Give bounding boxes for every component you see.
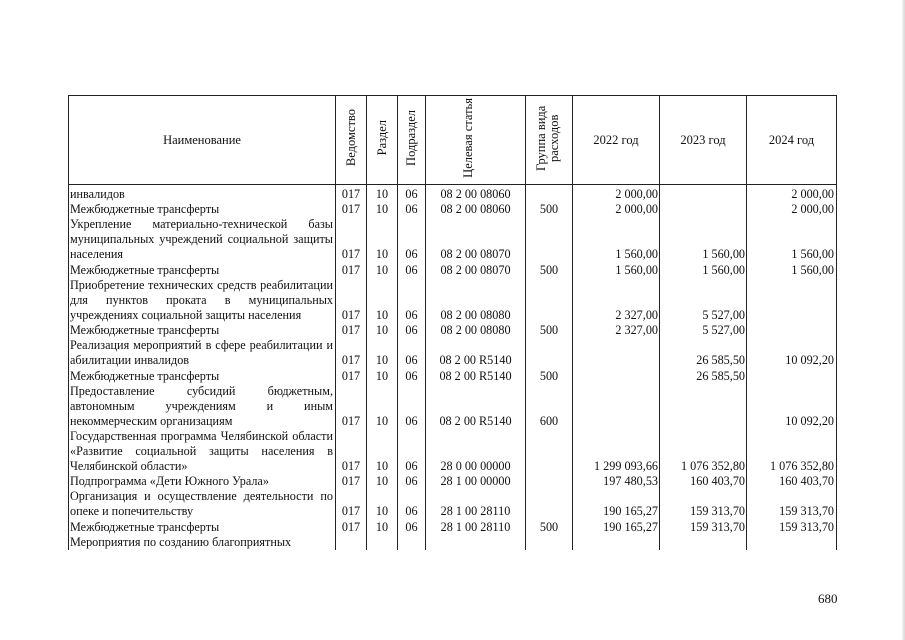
row-target: 08 2 00 08070: [426, 262, 526, 278]
row-subsection: [398, 535, 426, 551]
row-target: 08 2 00 R5140: [426, 368, 526, 384]
row-section: 10: [367, 368, 398, 384]
row-name: Предоставление субсидий бюджетным, автономным учреждениям и иным некоммерческим организациям: [69, 384, 336, 429]
table-row: [69, 323, 837, 339]
row-2024: 10 092,20: [747, 338, 837, 368]
row-expense-group: 500: [526, 323, 573, 339]
row-2022: 190 165,27: [573, 519, 660, 535]
row-2023: 5 527,00: [660, 278, 747, 323]
row-2023: [660, 535, 747, 551]
row-expense-group: [526, 535, 573, 551]
header-2022: 2022 год: [573, 96, 660, 185]
row-2023: 26 585,50: [660, 338, 747, 368]
row-subsection: 06: [398, 384, 426, 429]
row-2022: [573, 338, 660, 368]
row-2024: 159 313,70: [747, 489, 837, 519]
row-section: [367, 535, 398, 551]
row-2023: 1 076 352,80: [660, 429, 747, 474]
row-target: 08 2 00 08060: [426, 202, 526, 218]
header-subsection-label: Подраздел: [404, 110, 418, 166]
table-row: [69, 535, 837, 551]
row-2023: [660, 185, 747, 202]
row-dept: 017: [336, 489, 367, 519]
row-target: [426, 535, 526, 551]
row-name: Межбюджетные трансферты: [69, 202, 336, 218]
budget-table: [68, 95, 837, 550]
header-section: [367, 96, 398, 185]
row-2022: 2 327,00: [573, 323, 660, 339]
row-target: 28 1 00 00000: [426, 474, 526, 490]
row-name: Подпрограмма «Дети Южного Урала»: [69, 474, 336, 490]
row-2023: 1 560,00: [660, 217, 747, 262]
row-subsection: 06: [398, 519, 426, 535]
row-expense-group: [526, 429, 573, 474]
row-section: 10: [367, 323, 398, 339]
header-subsection: [398, 96, 426, 185]
row-dept: 017: [336, 384, 367, 429]
table-row: [69, 338, 837, 368]
row-dept: 017: [336, 519, 367, 535]
row-dept: 017: [336, 217, 367, 262]
row-section: 10: [367, 384, 398, 429]
header-dept: [336, 96, 367, 185]
row-2023: 1 560,00: [660, 262, 747, 278]
row-2024: 1 076 352,80: [747, 429, 837, 474]
header-section-label: Раздел: [374, 120, 389, 156]
row-section: 10: [367, 262, 398, 278]
row-subsection: 06: [398, 489, 426, 519]
row-name: Реализация мероприятий в сфере реабилитации и абилитации инвалидов: [69, 338, 336, 368]
table-row: [69, 474, 837, 490]
row-expense-group: 500: [526, 368, 573, 384]
row-name: Приобретение технических средств реабилитации для пунктов проката в муниципальных учреждениях социальной защиты населения: [69, 278, 336, 323]
row-2023: 159 313,70: [660, 519, 747, 535]
row-2024: 10 092,20: [747, 384, 837, 429]
row-subsection: 06: [398, 185, 426, 202]
header-2023: 2023 год: [660, 96, 747, 185]
row-name: Межбюджетные трансферты: [69, 262, 336, 278]
row-target: 28 1 00 28110: [426, 489, 526, 519]
row-target: 08 2 00 08060: [426, 185, 526, 202]
header-name: Наименование: [69, 96, 336, 185]
table-row: [69, 489, 837, 519]
table-row: [69, 262, 837, 278]
row-expense-group: 500: [526, 202, 573, 218]
table-header-row: [69, 96, 837, 185]
row-dept: 017: [336, 278, 367, 323]
row-2024: 1 560,00: [747, 262, 837, 278]
row-2024: 159 313,70: [747, 519, 837, 535]
row-section: 10: [367, 429, 398, 474]
row-2022: 2 327,00: [573, 278, 660, 323]
row-subsection: 06: [398, 262, 426, 278]
row-name: Мероприятия по созданию благоприятных: [69, 535, 336, 551]
row-section: 10: [367, 202, 398, 218]
table-row: [69, 368, 837, 384]
row-2022: 1 560,00: [573, 262, 660, 278]
row-section: 10: [367, 278, 398, 323]
row-subsection: 06: [398, 368, 426, 384]
header-expense-group: [526, 96, 573, 185]
header-target-label: Целевая статья: [460, 98, 475, 178]
row-expense-group: [526, 185, 573, 202]
row-expense-group: [526, 338, 573, 368]
table-row: [69, 384, 837, 429]
row-subsection: 06: [398, 323, 426, 339]
row-subsection: 06: [398, 429, 426, 474]
row-dept: 017: [336, 429, 367, 474]
row-2024: 160 403,70: [747, 474, 837, 490]
row-dept: [336, 535, 367, 551]
row-name: Государственная программа Челябинской области «Развитие социальной защиты населения в Челябинской области»: [69, 429, 336, 474]
row-2024: [747, 278, 837, 323]
table-row: [69, 429, 837, 474]
row-target: 08 2 00 08080: [426, 323, 526, 339]
row-target: 08 2 00 08070: [426, 217, 526, 262]
row-2022: 190 165,27: [573, 489, 660, 519]
row-name: Межбюджетные трансферты: [69, 368, 336, 384]
row-2022: 1 560,00: [573, 217, 660, 262]
row-section: 10: [367, 217, 398, 262]
row-2022: 2 000,00: [573, 185, 660, 202]
row-expense-group: 600: [526, 384, 573, 429]
row-expense-group: [526, 474, 573, 490]
header-target: [426, 96, 526, 185]
row-2023: 159 313,70: [660, 489, 747, 519]
row-expense-group: 500: [526, 262, 573, 278]
row-name: инвалидов: [69, 185, 336, 202]
row-dept: 017: [336, 474, 367, 490]
row-2023: 160 403,70: [660, 474, 747, 490]
row-subsection: 06: [398, 474, 426, 490]
row-name: Укрепление материально-технической базы муниципальных учреждений социальной защиты населения: [69, 217, 336, 262]
row-section: 10: [367, 338, 398, 368]
row-2024: 1 560,00: [747, 217, 837, 262]
row-section: 10: [367, 474, 398, 490]
header-expense-group-label: Группа вида расходов: [534, 105, 561, 171]
table-row: [69, 202, 837, 218]
table-row: [69, 217, 837, 262]
row-2024: 2 000,00: [747, 185, 837, 202]
row-2024: 2 000,00: [747, 202, 837, 218]
row-target: 08 2 00 R5140: [426, 338, 526, 368]
row-target: 28 1 00 28110: [426, 519, 526, 535]
row-2022: [573, 535, 660, 551]
row-name: Межбюджетные трансферты: [69, 323, 336, 339]
header-dept-label: Ведомство: [343, 109, 358, 167]
table-row: [69, 185, 837, 202]
row-target: 28 0 00 00000: [426, 429, 526, 474]
row-expense-group: [526, 217, 573, 262]
row-expense-group: [526, 489, 573, 519]
row-dept: 017: [336, 202, 367, 218]
row-2024: [747, 323, 837, 339]
row-2022: 2 000,00: [573, 202, 660, 218]
row-2022: 197 480,53: [573, 474, 660, 490]
row-section: 10: [367, 489, 398, 519]
row-dept: 017: [336, 185, 367, 202]
row-2022: 1 299 093,66: [573, 429, 660, 474]
row-target: 08 2 00 R5140: [426, 384, 526, 429]
row-subsection: 06: [398, 217, 426, 262]
row-section: 10: [367, 185, 398, 202]
row-target: 08 2 00 08080: [426, 278, 526, 323]
row-dept: 017: [336, 262, 367, 278]
row-2024: [747, 535, 837, 551]
row-dept: 017: [336, 368, 367, 384]
row-subsection: 06: [398, 338, 426, 368]
row-section: 10: [367, 519, 398, 535]
header-2024: 2024 год: [747, 96, 837, 185]
row-subsection: 06: [398, 202, 426, 218]
row-2023: [660, 202, 747, 218]
row-subsection: 06: [398, 278, 426, 323]
row-2024: [747, 368, 837, 384]
row-expense-group: 500: [526, 519, 573, 535]
row-2022: [573, 368, 660, 384]
table-row: [69, 278, 837, 323]
row-expense-group: [526, 278, 573, 323]
row-name: Организация и осуществление деятельности по опеке и попечительству: [69, 489, 336, 519]
table-row: [69, 519, 837, 535]
row-dept: 017: [336, 338, 367, 368]
row-2023: 26 585,50: [660, 368, 747, 384]
page-number: 680: [818, 591, 838, 606]
row-2023: 5 527,00: [660, 323, 747, 339]
row-dept: 017: [336, 323, 367, 339]
row-2022: [573, 384, 660, 429]
row-2023: [660, 384, 747, 429]
row-name: Межбюджетные трансферты: [69, 519, 336, 535]
